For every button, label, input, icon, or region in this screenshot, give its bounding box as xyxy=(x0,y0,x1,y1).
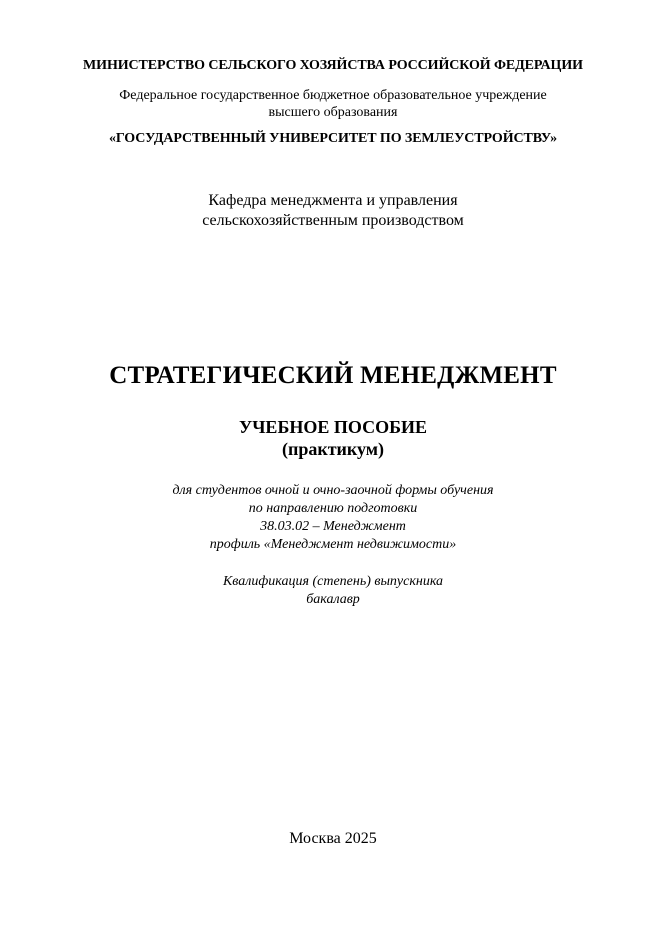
audience-line-1: для студентов очной и очно-заочной формы обучения xyxy=(172,483,494,498)
qualification-line-1: Квалификация (степень) выпускника xyxy=(222,574,444,589)
target-audience xyxy=(0,482,666,554)
department-line-1: Кафедра менеджмента и управления xyxy=(208,192,458,209)
institution-type-line-2: высшего образования xyxy=(268,105,398,120)
department-line-2: сельскохозяйственным производством xyxy=(202,212,464,229)
audience-line-3: 38.03.02 – Менеджмент xyxy=(260,519,406,534)
city-year: Москва 2025 xyxy=(289,830,377,847)
document-type-sub: (практикум) xyxy=(281,439,385,459)
audience-line-2: по направлению подготовки xyxy=(248,501,418,516)
university-name: «ГОСУДАРСТВЕННЫЙ УНИВЕРСИТЕТ ПО ЗЕМЛЕУСТРОЙСТВУ» xyxy=(108,131,558,146)
document-type xyxy=(0,416,666,460)
institution-type-line-1: Федеральное государственное бюджетное образовательное учреждение xyxy=(119,88,547,103)
institution-type xyxy=(0,87,666,121)
document-type-main: УЧЕБНОЕ ПОСОБИЕ xyxy=(239,417,427,437)
qualification-line-2: бакалавр xyxy=(306,592,360,607)
document-title: СТРАТЕГИЧЕСКИЙ МЕНЕДЖМЕНТ xyxy=(109,362,557,389)
audience-line-4: профиль «Менеджмент недвижимости» xyxy=(209,537,457,552)
graduate-qualification xyxy=(0,573,666,609)
department-name xyxy=(0,191,666,231)
ministry-name: МИНИСТЕРСТВО СЕЛЬСКОГО ХОЗЯЙСТВА РОССИЙСКОЙ ФЕДЕРАЦИИ xyxy=(83,58,583,73)
